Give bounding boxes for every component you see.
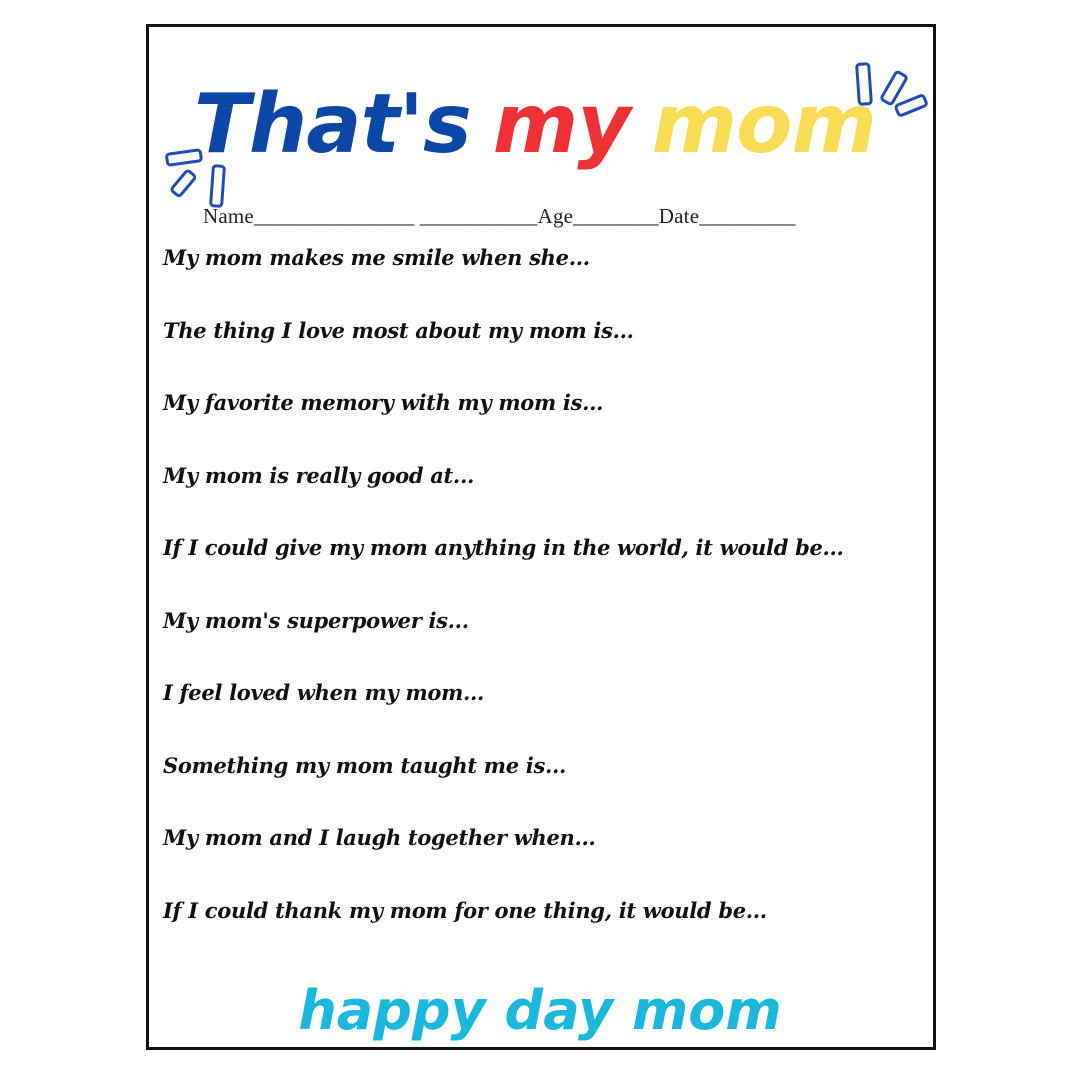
- prompt-superpower: My mom's superpower is...: [163, 607, 469, 633]
- footer-message: happy day mom: [298, 979, 782, 1042]
- burst-lines-right-icon: [852, 60, 932, 130]
- title-word-mom: mom: [651, 77, 876, 172]
- title-word-thats: That's: [194, 77, 471, 172]
- page-title: [194, 70, 876, 180]
- prompt-good-at: My mom is really good at...: [163, 462, 474, 488]
- prompt-give-anything: If I could give my mom anything in the world, it would be...: [163, 535, 844, 560]
- prompt-thank-for: If I could thank my mom for one thing, it would be...: [163, 897, 767, 923]
- name-age-date-fields: Name_______________ ___________Age________Date_________: [203, 204, 796, 228]
- prompt-taught-me: Something my mom taught me is...: [163, 752, 567, 778]
- title-word-my: my: [492, 77, 630, 172]
- prompt-love-most: The thing I love most about my mom is...: [163, 317, 634, 343]
- prompt-smile: My mom makes me smile when she...: [163, 245, 590, 270]
- prompt-laugh-together: My mom and I laugh together when...: [163, 825, 596, 850]
- burst-lines-left-icon: [164, 148, 234, 210]
- prompt-favorite-memory: My favorite memory with my mom is...: [163, 390, 604, 415]
- prompt-feel-loved: I feel loved when my mom...: [163, 680, 485, 705]
- prompt-list: [163, 240, 844, 965]
